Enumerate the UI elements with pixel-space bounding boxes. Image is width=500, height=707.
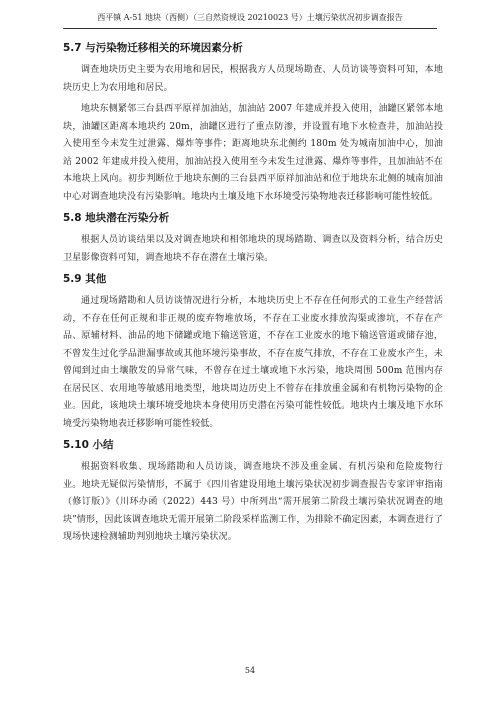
section-5-10 [63,437,443,547]
section-heading: 5.10 小结 [63,439,114,451]
paragraph: 地块东侧紧邻三台县西平原祥加油站，加油站 2007 年建成并投入使用，油罐区紧邻本地块，油罐区距离本地块约 20m，油罐区进行了重点防渗，并设置有地下水检查井，加油站投入使用至今未发生过泄露、爆炸等事件；距离地块东北侧约 180m 处为城南加油中心，加油站 2002 年建成并投入使用，加油站投入使用至今未发生过泄露、爆炸等事件，且加油站不在本地块上风向。初步判断位于地块东侧的三台县西平原祥加油站和位于地块东北侧的城南加油中心对调查地块没有污染影响。地块内土壤及地下水环境受污染物地表迁移影响可能性较低。 [63,104,443,202]
section-heading: 5.9 其他 [63,273,107,285]
page-number: 54 [244,666,256,675]
section-5-9 [63,271,443,433]
paragraph: 根据人员访谈结果以及对调查地块和相邻地块的现场踏勘、调查以及资料分析，结合历史卫星影像资料可知，调查地块不存在潜在土壤污染。 [63,235,443,263]
section-heading: 5.7 与污染物迁移相关的环境因素分析 [63,42,243,54]
page-header: 西平镇 A-51 地块（西侧）（三自然资规设 20210023 号）土壤污染状况初步调查报告 [97,13,403,22]
section-5-7 [63,40,443,206]
section-5-8 [63,210,443,267]
section-heading: 5.8 地块潜在污染分析 [63,212,170,224]
paragraph: 调查地块历史主要为农用地和居民，根据我方人员现场勘查、人员访谈等资料可知，本地块历史上为农用地和居民。 [63,65,443,93]
paragraph: 根据资料收集、现场踏勘和人员访谈，调查地块不涉及重金属、有机污染和危险废物行业。地块无疑似污染情形，不属于《四川省建设用地土壤污染状况初步调查报告专家评审指南（修订版）》（川环办函（2022）443 号）中所列出“需开展第二阶段土壤污染状况调查的地块”情形，因此该调查地块无需开展第二阶段采样监测工作，为排除不确定因素，本调查进行了现场快速检测辅助判别地块土壤污染状况。 [63,462,443,542]
paragraph: 通过现场踏勘和人员访谈情况进行分析，本地块历史上不存在任何形式的工业生产经营活动，不存在任何正规和非正规的废弃物堆放场，不存在工业废水排放沟渠或渗坑，不存在产品、原辅材料、油品的地下储罐或地下输送管道，不存在工业废水的地下输送管道或储存池，不曾发生过化学品泄漏事故或其他环境污染事故，不存在废气排放，不存在工业废水产生，未曾闻到过由土壤散发的异常气味，不曾存在过土壤或地下水污染，地块周围 500m 范围内存在居民区、农用地等敏感用地类型，地块周边历史上不曾存在排放重金属和有机物污染物的企业。因此，该地块土壤环境受地块本身使用历史潜在污染可能性较低。地块内土壤及地下水环境受污染物地表迁移影响可能性较低。 [63,296,443,429]
header-divider [63,28,437,29]
document-body [63,40,443,551]
